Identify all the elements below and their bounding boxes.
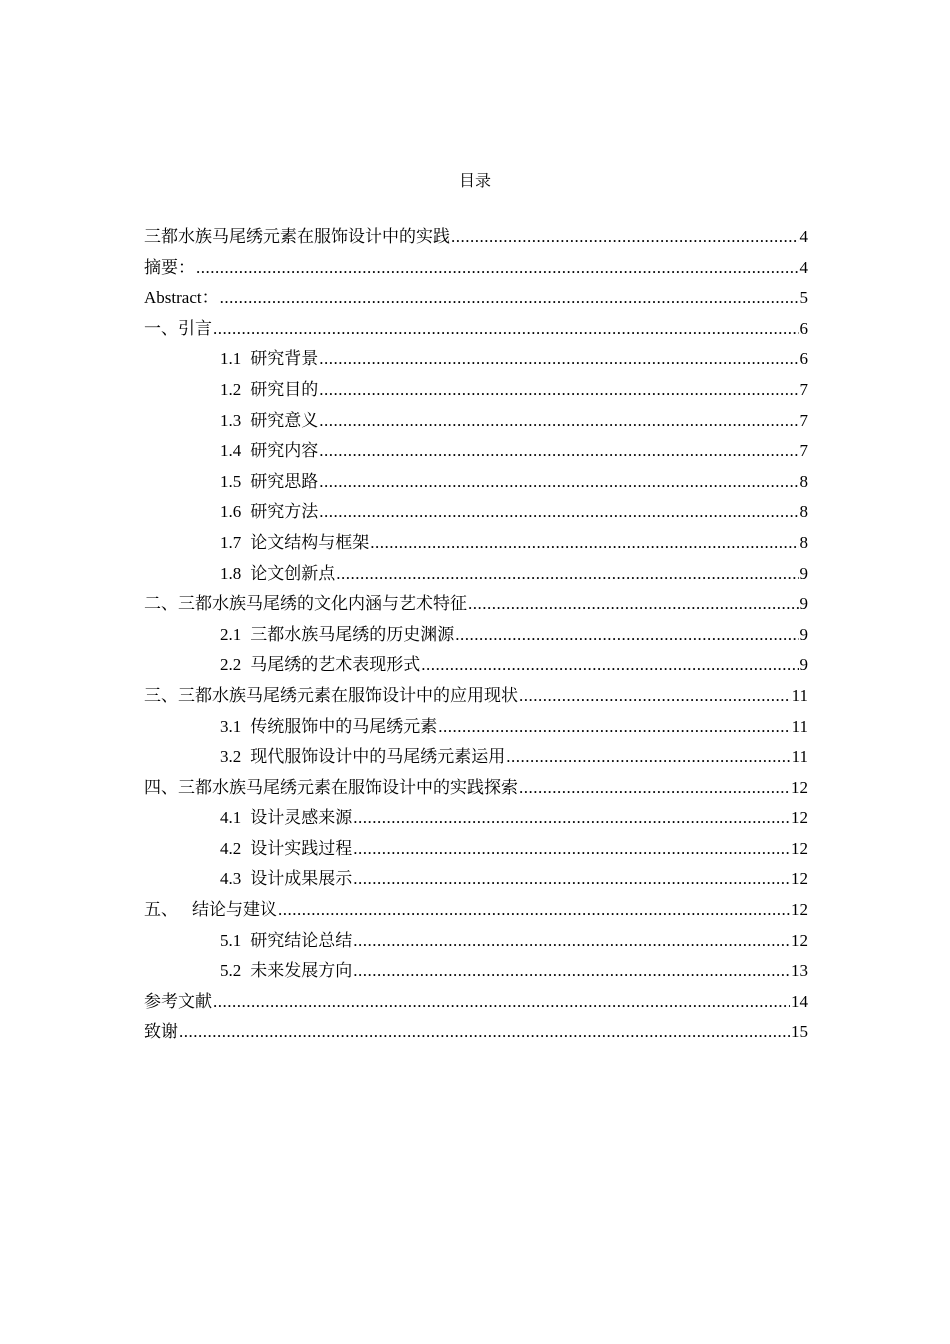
toc-entry-prefix: 五、 (144, 900, 178, 920)
toc-entry[interactable] (144, 1017, 808, 1048)
toc-dot-leader (319, 406, 798, 437)
toc-entry-number: 4.3 (220, 869, 242, 889)
toc-dot-leader (455, 620, 798, 651)
toc-entry-page-number: 13 (791, 961, 808, 981)
toc-entry[interactable] (144, 803, 808, 834)
toc-entry[interactable] (144, 436, 808, 467)
toc-entry-label-group (220, 406, 318, 437)
toc-entry[interactable] (144, 620, 808, 651)
toc-entry-title: 三都水族马尾绣的历史渊源 (250, 624, 455, 644)
toc-entry-page-number: 11 (791, 685, 808, 705)
toc-entry-page-number: 8 (799, 502, 808, 522)
toc-entry-page-number: 12 (791, 900, 808, 920)
toc-entry-label-group (220, 926, 352, 957)
toc-entry-page-number: 12 (791, 808, 808, 828)
toc-dot-leader (353, 803, 790, 834)
toc-entry-title: 设计成果展示 (250, 869, 353, 889)
toc-entry-label-group (144, 589, 467, 620)
toc-entry-title: 结论与建议 (192, 900, 277, 920)
toc-entry-number: 5.1 (220, 930, 242, 950)
toc-entry[interactable] (144, 314, 808, 345)
toc-entry-title: 马尾绣的艺术表现形式 (250, 655, 421, 675)
toc-entry-page-number: 6 (799, 349, 808, 369)
toc-entry-number: 1.3 (220, 410, 242, 430)
toc-entry-label-group (220, 344, 318, 375)
toc-entry-number: 1.4 (220, 441, 242, 461)
toc-entry-page-number: 7 (799, 441, 808, 461)
toc-entry-page-number: 15 (791, 1022, 808, 1042)
toc-dot-leader (353, 864, 790, 895)
toc-dot-leader (519, 681, 791, 712)
toc-dot-leader (353, 834, 790, 865)
toc-entry[interactable] (144, 528, 808, 559)
toc-entry-title: Abstract： (144, 288, 219, 308)
toc-entry[interactable] (144, 956, 808, 987)
toc-entry-title: 未来发展方向 (250, 961, 353, 981)
toc-entry[interactable] (144, 406, 808, 437)
toc-entry-label-group (220, 803, 352, 834)
toc-entry-label-group (220, 620, 454, 651)
toc-entry-label-group (220, 375, 318, 406)
toc-entry[interactable] (144, 773, 808, 804)
toc-entry-label-group (220, 497, 318, 528)
toc-entry-title: 致谢 (144, 1022, 178, 1042)
toc-entry-label-group (220, 650, 420, 681)
toc-entry[interactable] (144, 589, 808, 620)
toc-dot-leader (179, 1017, 790, 1048)
toc-dot-leader (196, 253, 799, 284)
toc-entry-title: 研究思路 (250, 471, 319, 491)
toc-dot-leader (438, 712, 790, 743)
toc-entry[interactable] (144, 987, 808, 1018)
toc-entry-page-number: 11 (791, 716, 808, 736)
toc-entry-title: 四、三都水族马尾绣元素在服饰设计中的实践探索 (144, 777, 518, 797)
toc-dot-leader (319, 467, 798, 498)
toc-entry-label-group (144, 681, 518, 712)
toc-entry-label-group (220, 712, 437, 743)
toc-entry-page-number: 9 (799, 655, 808, 675)
toc-entry-title: 研究目的 (250, 379, 319, 399)
toc-entry-number: 1.2 (220, 379, 242, 399)
toc-entry-number: 1.1 (220, 349, 242, 369)
toc-entry-label-group (220, 528, 369, 559)
toc-entry-label-group (220, 742, 505, 773)
toc-entry[interactable] (144, 283, 808, 314)
toc-dot-leader (213, 314, 799, 345)
toc-entry-label-group (144, 1017, 178, 1048)
toc-dot-leader (421, 650, 798, 681)
toc-dot-leader (319, 497, 798, 528)
toc-entry-page-number: 12 (791, 930, 808, 950)
toc-entry[interactable] (144, 742, 808, 773)
toc-entry-title: 二、三都水族马尾绣的文化内涵与艺术特征 (144, 594, 467, 614)
toc-entry-label-group (144, 895, 277, 926)
toc-entry-title: 传统服饰中的马尾绣元素 (250, 716, 438, 736)
toc-entry-label-group (220, 956, 352, 987)
toc-dot-leader (506, 742, 790, 773)
toc-entry[interactable] (144, 895, 808, 926)
toc-entry-number: 1.5 (220, 471, 242, 491)
toc-entry-number: 2.1 (220, 624, 242, 644)
toc-entry-label-group (220, 436, 318, 467)
table-of-contents (144, 222, 808, 1048)
toc-entry-number: 4.1 (220, 808, 242, 828)
toc-entry-page-number: 8 (799, 471, 808, 491)
toc-entry-title: 三、三都水族马尾绣元素在服饰设计中的应用现状 (144, 685, 518, 705)
toc-dot-leader (519, 773, 790, 804)
toc-entry-page-number: 9 (799, 563, 808, 583)
toc-entry-number: 1.8 (220, 563, 242, 583)
toc-entry-label-group (144, 987, 212, 1018)
toc-entry-title: 三都水族马尾绣元素在服饰设计中的实践 (144, 227, 450, 246)
toc-entry-page-number: 4 (799, 227, 808, 246)
toc-entry-page-number: 9 (799, 594, 808, 614)
toc-entry-title: 研究背景 (250, 349, 319, 369)
toc-entry-number: 2.2 (220, 655, 242, 675)
toc-entry-page-number: 7 (799, 379, 808, 399)
toc-entry-title: 论文创新点 (250, 563, 336, 583)
toc-entry[interactable] (144, 650, 808, 681)
toc-entry-page-number: 9 (799, 624, 808, 644)
toc-entry-page-number: 6 (799, 318, 808, 338)
toc-entry-number: 1.7 (220, 532, 242, 552)
toc-entry-title: 摘要： (144, 257, 195, 277)
toc-entry[interactable] (144, 222, 808, 253)
toc-entry[interactable] (144, 834, 808, 865)
toc-entry-label-group (144, 283, 219, 314)
toc-dot-leader (353, 956, 790, 987)
toc-entry-label-group (220, 834, 352, 865)
toc-dot-leader (468, 589, 799, 620)
toc-dot-leader (336, 559, 798, 590)
toc-entry-label-group (144, 253, 195, 284)
toc-entry-label-group (220, 864, 352, 895)
toc-dot-leader (220, 283, 799, 314)
toc-entry-page-number: 14 (791, 991, 808, 1011)
toc-entry[interactable] (144, 712, 808, 743)
toc-entry[interactable] (144, 344, 808, 375)
toc-entry[interactable] (144, 681, 808, 712)
toc-entry-title: 论文结构与框架 (250, 532, 370, 552)
toc-entry-number: 3.2 (220, 747, 242, 767)
toc-entry[interactable] (144, 926, 808, 957)
toc-entry-title: 参考文献 (144, 991, 212, 1011)
toc-dot-leader (319, 375, 798, 406)
toc-entry-number: 4.2 (220, 838, 242, 858)
toc-entry[interactable] (144, 559, 808, 590)
toc-entry-page-number: 12 (791, 869, 808, 889)
toc-entry-title: 现代服饰设计中的马尾绣元素运用 (250, 747, 506, 767)
toc-entry-page-number: 12 (791, 777, 808, 797)
toc-dot-leader (451, 222, 799, 253)
toc-entry[interactable] (144, 497, 808, 528)
toc-entry-title: 设计实践过程 (250, 838, 353, 858)
toc-entry[interactable] (144, 253, 808, 284)
toc-entry-label-group (220, 467, 318, 498)
toc-entry-page-number: 8 (799, 532, 808, 552)
toc-entry-number: 3.1 (220, 716, 242, 736)
toc-dot-leader (370, 528, 798, 559)
toc-entry[interactable] (144, 467, 808, 498)
toc-entry-title: 一、引言 (144, 318, 212, 338)
toc-entry-page-number: 12 (791, 838, 808, 858)
toc-dot-leader (319, 344, 798, 375)
toc-entry-number: 1.6 (220, 502, 242, 522)
toc-entry-title: 研究方法 (250, 502, 319, 522)
toc-dot-leader (319, 436, 798, 467)
toc-entry-label-group (144, 222, 450, 253)
toc-entry-title: 研究内容 (250, 441, 319, 461)
toc-entry-title: 研究结论总结 (250, 930, 353, 950)
toc-entry-page-number: 4 (799, 257, 808, 277)
toc-dot-leader (353, 926, 790, 957)
toc-entry-page-number: 7 (799, 410, 808, 430)
toc-entry-page-number: 5 (799, 288, 808, 308)
toc-title: 目录 (458, 173, 491, 190)
toc-entry-title: 研究意义 (250, 410, 319, 430)
toc-entry-label-group (144, 314, 212, 345)
toc-dot-leader (278, 895, 790, 926)
toc-entry-label-group (220, 559, 335, 590)
toc-entry[interactable] (144, 375, 808, 406)
toc-entry-label-group (144, 773, 518, 804)
toc-entry[interactable] (144, 864, 808, 895)
toc-entry-page-number: 11 (791, 747, 808, 767)
toc-entry-number: 5.2 (220, 961, 242, 981)
toc-dot-leader (213, 987, 790, 1018)
toc-entry-title: 设计灵感来源 (250, 808, 353, 828)
